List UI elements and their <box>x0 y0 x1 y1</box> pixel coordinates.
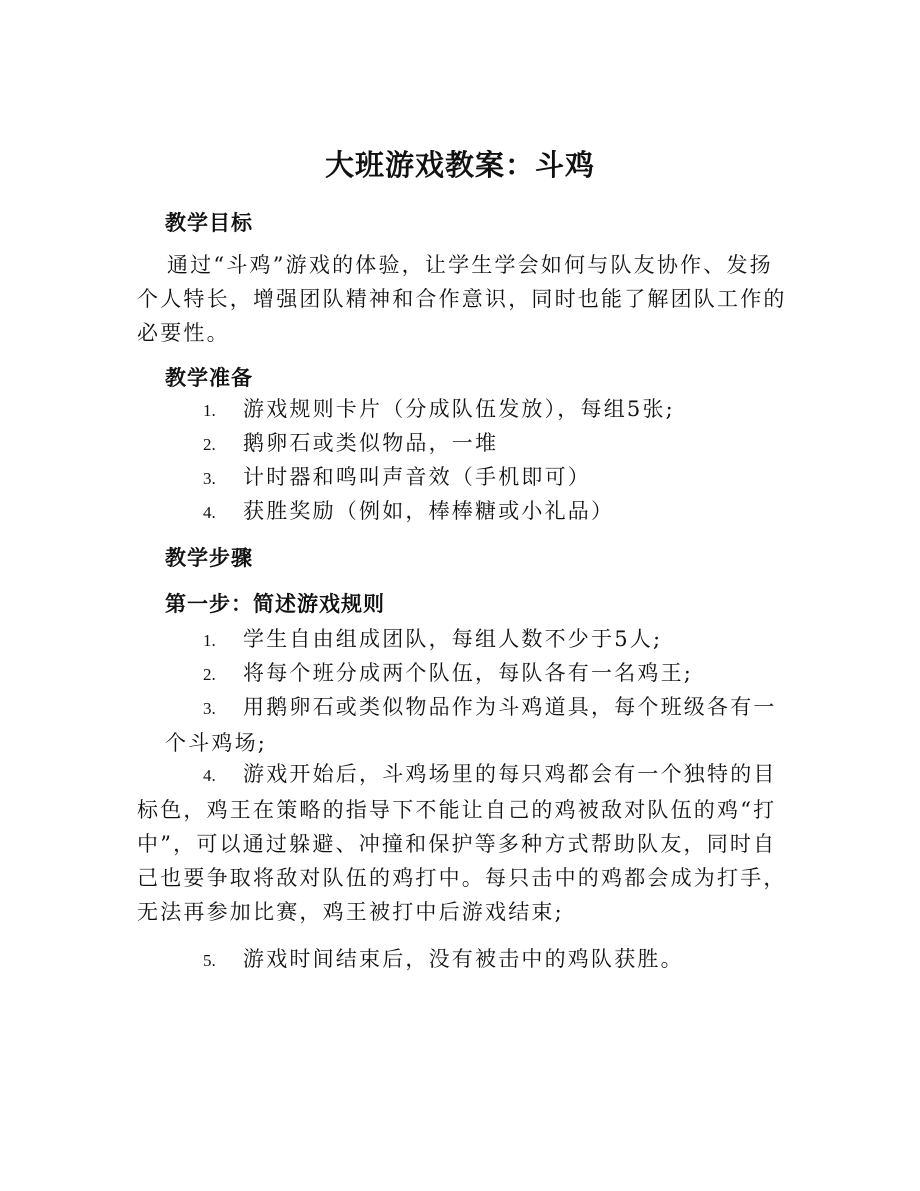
document-title: 大班游戏教案：斗鸡 <box>324 148 595 182</box>
list-number: 5. <box>203 951 216 970</box>
list-item <box>203 622 662 658</box>
list-item <box>165 690 790 760</box>
heading-steps: 教学步骤 <box>165 546 253 570</box>
list-number: 4. <box>203 766 216 785</box>
list-number: 3. <box>203 699 216 718</box>
list-text: 游戏规则卡片（分成队伍发放），每组5张; <box>243 397 675 421</box>
list-text: 学生自由组成团队，每组人数不少于5人; <box>243 627 663 651</box>
list-item <box>203 460 591 496</box>
list-number: 3. <box>203 469 216 488</box>
list-item <box>137 757 787 929</box>
list-text: 将每个班分成两个队伍，每队各有一名鸡王; <box>243 661 694 685</box>
list-text: 计时器和鸣叫声音效（手机即可） <box>243 465 591 489</box>
list-item <box>203 426 498 462</box>
list-number: 1. <box>203 401 216 420</box>
list-text: 鹅卵石或类似物品，一堆 <box>243 431 499 455</box>
list-item <box>203 494 614 530</box>
heading-step-one: 第一步：简述游戏规则 <box>165 592 385 616</box>
list-number: 1. <box>203 631 216 650</box>
list-text: 用鹅卵石或类似物品作为斗鸡道具，每个班级各有一个斗鸡场; <box>165 695 777 755</box>
list-item <box>203 942 684 978</box>
heading-preparation: 教学准备 <box>165 366 253 390</box>
heading-objectives: 教学目标 <box>165 211 253 235</box>
list-text: 获胜奖励（例如，棒棒糖或小礼品） <box>243 499 615 523</box>
list-text: 游戏开始后，斗鸡场里的每只鸡都会有一个独特的目标色，鸡王在策略的指导下不能让自己的鸡被敌对队伍的鸡“打中”，可以通过躲避、冲撞和保护等多种方式帮助队友，同时自己也要争取将敌对队伍的鸡打中。每只击中的鸡都会成为打手，无法再参加比赛，鸡王被打中后游戏结束; <box>137 762 787 924</box>
list-number: 2. <box>203 435 216 454</box>
list-item <box>203 656 693 692</box>
list-text: 游戏时间结束后，没有被击中的鸡队获胜。 <box>243 947 684 971</box>
list-item <box>203 392 675 428</box>
objectives-paragraph: 通过“斗鸡”游戏的体验，让学生学会如何与队友协作、发扬个人特长，增强团队精神和合作意识，同时也能了解团队工作的必要性。 <box>137 253 787 345</box>
list-number: 2. <box>203 665 216 684</box>
list-number: 4. <box>203 503 216 522</box>
